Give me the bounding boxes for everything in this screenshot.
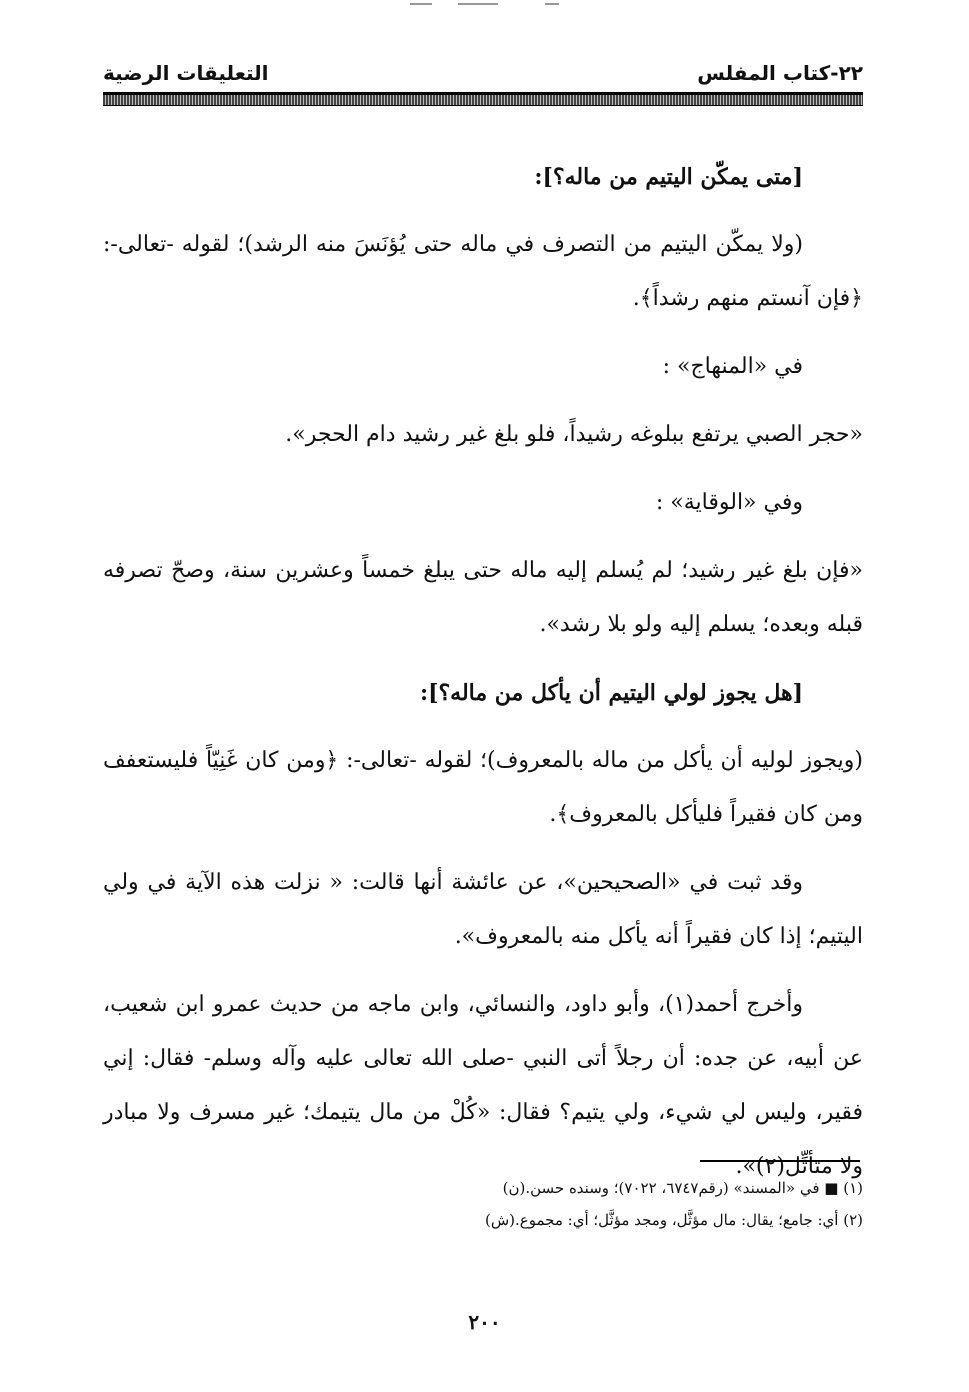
paragraph: وقد ثبت في «الصحيحين»، عن عائشة أنها قالت: « نزلت هذه الآية في ولي اليتيم؛ إذا كان فقيراً أنه يأكل منه بالمعروف». [103, 870, 863, 949]
running-header [103, 58, 863, 88]
paragraph: وأخرج أحمد(١)، وأبو داود، والنسائي، وابن ماجه من حديث عمرو ابن شعيب، عن أبيه، عن جده: أن رجلاً أتى النبي -صلى الله تعالى عليه وآله وسلم- فقال: إني فقير، وليس لي شيء، ولي يتيم؟ فقال: «كُلْ من مال يتيمك؛ غير مسرف ولا مبادر ولا متأثِّل(٢)». [103, 992, 863, 1179]
paragraph: في «المنهاج» : [662, 354, 803, 379]
quote-paragraph: «فإن بلغ غير رشيد؛ لم يُسلم إليه ماله حتى يبلغ خمساً وعشرين سنة، وصحّ تصرفه قبله وبعده؛ يسلم إليه ولو بلا رشد». [103, 558, 863, 637]
section-heading: [متى يمكّن اليتيم من ماله؟]: [534, 164, 803, 190]
footnotes [103, 1172, 863, 1236]
paragraph: (ولا يمكّن اليتيم من التصرف في ماله حتى يُؤنَسَ منه الرشد)؛ لقوله -تعالى-: ﴿فإن آنستم منهم رشداً﴾. [103, 232, 863, 311]
paragraph: (ويجوز لوليه أن يأكل من ماله بالمعروف)؛ لقوله -تعالى-: ﴿ومن كان غَنِيّاً فليستعفف ومن كان فقيراً فليأكل بالمعروف﴾. [103, 748, 863, 827]
book-title: التعليقات الرضية [103, 61, 269, 85]
footnote: (١) ■ في «المسند» (رقم٦٧٤٧، ٧٠٢٢)؛ وسنده حسن.(ن) [502, 1179, 863, 1197]
chapter-title: ٢٢-كتاب المفلس [697, 61, 863, 85]
footnote-rule [700, 1160, 860, 1162]
quote-paragraph: «حجر الصبي يرتفع ببلوغه رشيداً، فلو بلغ غير رشيد دام الحجر». [285, 422, 863, 447]
footnote: (٢) أي: جامع؛ يقال: مال مؤثَّل، ومجد مؤثَّل؛ أي: مجموع.(ش) [485, 1211, 863, 1229]
body-text [103, 150, 863, 1208]
page-number: ٢٠٠ [468, 1310, 501, 1334]
header-rule [103, 92, 863, 106]
top-scan-marks [400, 0, 580, 10]
section-heading: [هل يجوز لولي اليتيم أن يأكل من ماله؟]: [419, 680, 803, 706]
paragraph: وفي «الوقاية» : [655, 490, 803, 515]
